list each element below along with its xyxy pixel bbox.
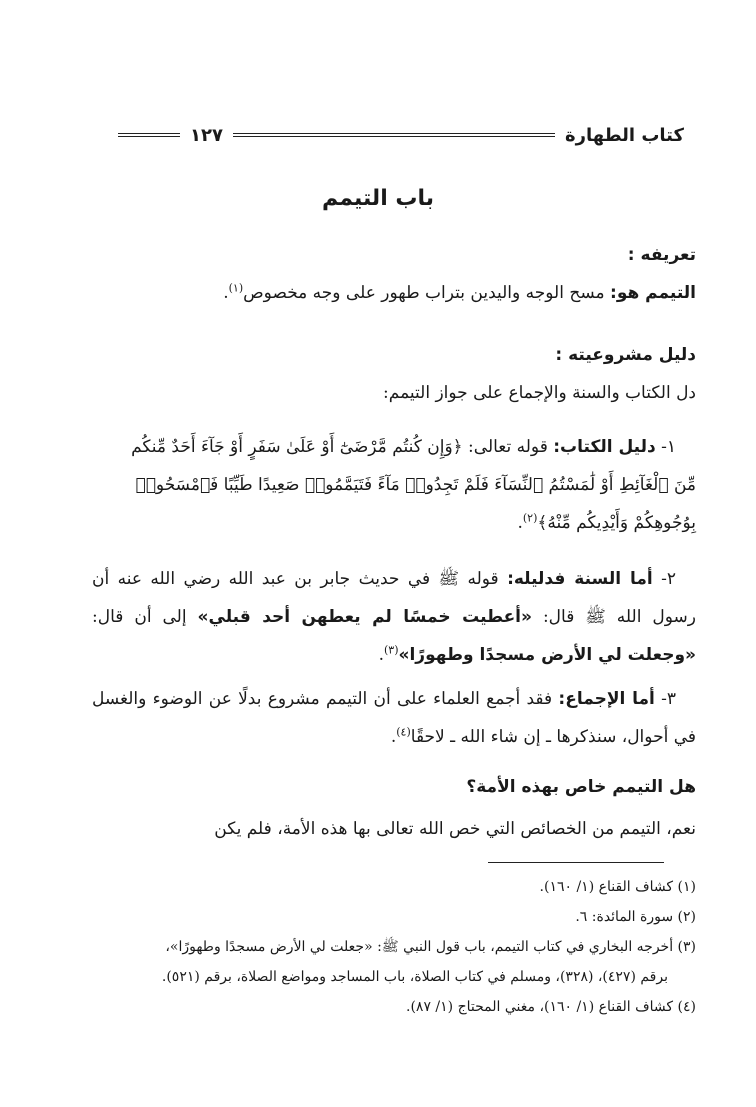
- verse-line-3: بِوُجُوهِكُمْ وَأَيْدِيكُم مِّنْهُ﴾: [537, 513, 696, 533]
- verse-line-2: مِّنَ ٱلْغَآئِطِ أَوْ لَٰمَسْتُمُ ٱلنِّسَآءَ فَلَمْ تَجِدُوا۟ مَآءً فَتَيَمَّمُوا۟ صَعِيدًا طَيِّبًا فَٱمْسَحُوا۟: [135, 475, 696, 495]
- evidence-end-1: .: [517, 513, 523, 533]
- definition-text: مسح الوجه واليدين بتراب طهور على وجه مخصوص: [243, 283, 611, 303]
- evidence-quran: [92, 428, 696, 542]
- footnote-ref-4: (٤): [396, 725, 411, 739]
- footnote-rule: [488, 862, 664, 863]
- evidence-ijma: [92, 680, 696, 756]
- footnote-ref-3: (٣): [383, 643, 399, 657]
- evidence-number-3: ٣-: [661, 689, 677, 709]
- question-heading: هل التيمم خاص بهذه الأمة؟: [466, 777, 696, 797]
- evidence-lead-1: قوله تعالى:: [462, 437, 554, 457]
- footnote-3-continued: برقم (٤٢٧)، (٣٢٨)، ومسلم في كتاب الصلاة، باب المساجد ومواضع الصلاة، برقم (٥٢١).: [161, 969, 668, 985]
- page-number: ١٢٧: [190, 124, 223, 146]
- evidence-sunnah: [92, 560, 696, 674]
- evidence-sunnah-paragraph: [92, 560, 696, 674]
- evidence-number-1: ١-: [661, 437, 676, 457]
- chapter-title: باب التيمم: [321, 186, 435, 211]
- evidence-number-2: ٢-: [661, 569, 677, 589]
- definition-heading: تعريفه :: [627, 245, 696, 265]
- footnotes: [92, 872, 696, 1022]
- definition-section: [92, 236, 696, 312]
- evidence-ijma-paragraph: [92, 680, 696, 756]
- book-title: كتاب الطهارة: [564, 124, 684, 146]
- footnote-1: (١) كشاف القناع (١/ ١٦٠).: [539, 879, 696, 895]
- legitimacy-heading: دليل مشروعيته :: [555, 345, 696, 365]
- footnote-2: (٢) سورة المائدة: ٦.: [575, 909, 696, 925]
- definition-term: التيمم هو:: [610, 283, 696, 303]
- evidence-label-1: دليل الكتاب:: [553, 437, 656, 457]
- definition-end: .: [223, 283, 229, 303]
- verse-line-3-wrap: [92, 504, 696, 542]
- footnote-4: (٤) كشاف القناع (١/ ١٦٠)، مغني المحتاج (١/ ٨٧).: [406, 999, 696, 1015]
- header-rule: [233, 133, 555, 137]
- evidence-text-2b: إلى أن قال:: [92, 607, 198, 627]
- running-header: [118, 118, 684, 152]
- evidence-end-2: .: [378, 645, 384, 665]
- legitimacy-section: [92, 336, 696, 412]
- evidence-text-2a: قوله ﷺ في حديث جابر بن عبد الله رضي الله عنه أن رسول الله ﷺ قال:: [92, 569, 696, 627]
- legitimacy-intro: دل الكتاب والسنة والإجماع على جواز التيمم:: [383, 383, 696, 403]
- question-section: [92, 768, 696, 848]
- hadith-quote-a: «أعطيت خمسًا لم يعطهن أحد قبلي»: [197, 607, 532, 627]
- question-text: نعم، التيمم من الخصائص التي خص الله تعالى بها هذه الأمة، فلم يكن: [214, 819, 696, 839]
- footnote-ref-2: (٢): [522, 511, 538, 525]
- evidence-quran-line1: [92, 428, 696, 466]
- evidence-label-3: أما الإجماع:: [558, 689, 655, 709]
- definition-paragraph: [92, 274, 696, 312]
- header-short-rule: [118, 133, 180, 137]
- verse-line-1: ﴿وَإِن كُنتُم مَّرْضَىٰٓ أَوْ عَلَىٰ سَفَرٍ أَوْ جَآءَ أَحَدٌ مِّنكُم: [131, 437, 463, 457]
- footnote-3: (٣) أخرجه البخاري في كتاب التيمم، باب قول النبي ﷺ: «جعلت لي الأرض مسجدًا وطهورًا»،: [165, 939, 696, 955]
- footnote-ref-1: (١): [228, 281, 244, 295]
- evidence-label-2: أما السنة فدليله:: [507, 569, 653, 589]
- hadith-quote-b: «وجعلت لي الأرض مسجدًا وطهورًا»: [398, 645, 696, 665]
- evidence-text-3: فقد أجمع العلماء على أن التيمم مشروع بدلًا عن الوضوء والغسل في أحوال، سنذكرها ـ إن شاء الله ـ لاحقًا: [92, 689, 696, 747]
- evidence-end-3: .: [390, 727, 397, 747]
